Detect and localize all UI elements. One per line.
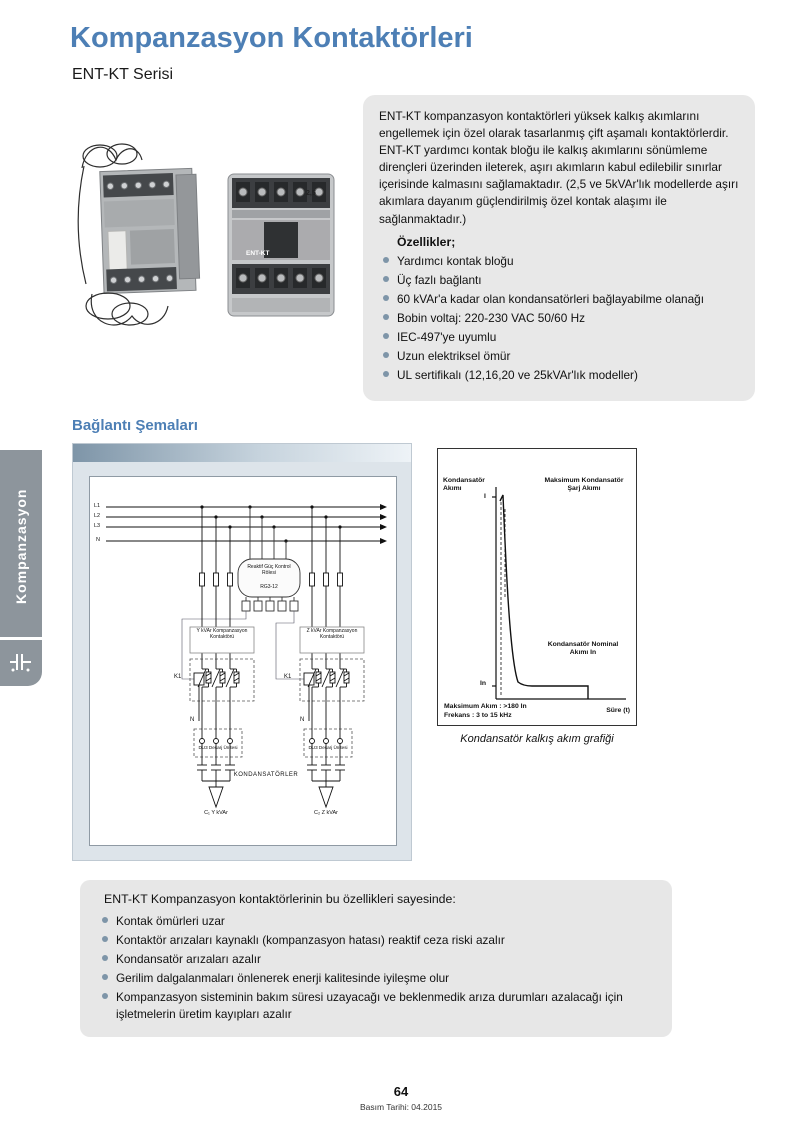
phase-buses xyxy=(106,507,380,541)
page-title: Kompanzasyon Kontaktörleri xyxy=(70,22,473,54)
bullet-icon xyxy=(102,974,108,980)
graph-nominal-label: Kondansatör Nominal Akımı In xyxy=(547,641,619,657)
bullet-icon xyxy=(383,352,389,358)
wiring-diagram-panel xyxy=(72,443,412,861)
section-title-wiring: Bağlantı Şemaları xyxy=(72,417,198,434)
bullet-icon xyxy=(383,276,389,282)
relay-name-label: Reaktif Güç Kontrol Rölesi xyxy=(247,564,291,576)
benefits-title: ENT-KT Kompanzasyon kontaktörlerinin bu özellikleri sayesinde: xyxy=(104,892,456,906)
benefit-item xyxy=(98,932,654,949)
features-title: Özellikler; xyxy=(397,234,456,249)
sidebar-tab-label: Kompanzasyon xyxy=(13,488,29,604)
benefit-item xyxy=(98,989,654,1022)
benefit-item xyxy=(98,970,654,987)
sidebar-tab-kompanzasyon xyxy=(0,450,42,686)
graph-i-tick: I xyxy=(484,493,486,500)
graph-in-tick: In xyxy=(480,680,487,687)
bullet-icon xyxy=(102,936,108,942)
feature-item xyxy=(379,310,739,327)
inrush-current-graph xyxy=(437,448,637,726)
sidebar-divider xyxy=(0,637,42,640)
series-subtitle: ENT-KT Serisi xyxy=(72,66,174,83)
intro-box xyxy=(363,95,755,401)
contactor-body xyxy=(100,168,200,293)
capacitor-feeders xyxy=(202,781,340,807)
du3-left-label: DU3 Deşarj Ünitesi xyxy=(198,745,238,750)
n-left-label: N xyxy=(190,717,195,723)
feature-item xyxy=(379,329,739,346)
feature-text: Üç fazlı bağlantı xyxy=(397,272,482,287)
benefits-box xyxy=(80,880,672,1037)
phase-label-l2: L2 xyxy=(94,513,101,519)
feature-text: 60 kVAr'a kadar olan kondansatörleri bağlayabilme olanağı xyxy=(397,291,704,306)
benefit-text: Gerilim dalgalanmaları önlenerek enerji kalitesinde iyileşme olur xyxy=(116,971,450,986)
benefit-item xyxy=(98,913,654,930)
product-photo-contactor-front xyxy=(226,172,338,322)
contactor-z-label: Z kVAr Kompanzasyon Kontaktörü xyxy=(306,628,358,640)
benefit-text: Kondansatör arızaları azalır xyxy=(116,952,261,967)
k1-right-label: K1 xyxy=(284,674,292,680)
du3-right-label: DU3 Deşarj Ünitesi xyxy=(308,745,348,750)
phase-label-l1: L1 xyxy=(94,503,101,509)
feature-text: UL sertifikalı (12,16,20 ve 25kVAr'lık modeller) xyxy=(397,367,638,382)
wiring-schematic-drawing xyxy=(90,477,396,845)
capacitor-icon xyxy=(9,649,33,675)
bullet-icon xyxy=(383,371,389,377)
graph-frequency-note: Frekans : 3 to 15 kHz xyxy=(444,712,512,719)
model-label: ENT-KT xyxy=(246,250,270,257)
benefit-text: Kontaktör arızaları kaynaklı (kompanzasyon hatası) reaktif ceza riski azalır xyxy=(116,933,505,948)
rating-label: 2,5 xyxy=(306,190,316,197)
n-right-label: N xyxy=(300,717,305,723)
feature-item xyxy=(379,253,739,270)
feature-text: IEC-497'ye uyumlu xyxy=(397,329,497,344)
wire-coils-bottom xyxy=(86,293,168,325)
feature-text: Bobin voltaj: 220-230 VAC 50/60 Hz xyxy=(397,310,585,325)
feature-text: Uzun elektriksel ömür xyxy=(397,348,511,363)
print-date: Basım Tarihi: 04.2015 xyxy=(359,1102,443,1112)
graph-caption: Kondansatör kalkış akım grafiği xyxy=(460,733,614,745)
intro-description: ENT-KT kompanzasyon kontaktörleri yüksek kalkış akımlarını engellemek için özel olarak tasarlanmış çift aşamalı kontaktörlerdir. ENT-KT yardımcı kontak bloğu ile kalkış akımlarını sönümleme dirençleri üzerinden ileterek, aşırı akımların kabul edilebilir sınırlar içerisinde kalmasını sağlamaktadır. (2,5 ve 5kVAr'lık modellerde aşırı akımlara dayanım güçlendirilmiş özel kontak alaşımı ile sağlanmaktadır.) xyxy=(379,109,739,226)
benefit-item xyxy=(98,951,654,968)
bullet-icon xyxy=(102,955,108,961)
benefit-text: Kompanzasyon sisteminin bakım süresi uzayacağı ve beklenmedik arıza durumları azalacağı için işletmelerin üretim kayıpları azalır xyxy=(116,990,623,1021)
graph-x-axis-label: Süre (t) xyxy=(606,707,630,714)
phase-label-l3: L3 xyxy=(94,523,101,529)
feature-text: Yardımcı kontak bloğu xyxy=(397,253,514,268)
panel-gradient-header xyxy=(73,444,411,462)
bullet-icon xyxy=(383,295,389,301)
contactor-y-label: Y kVAr Kompanzasyon Kontaktörü xyxy=(196,628,248,640)
graph-peak-label: Maksimum Kondansatör Şarj Akımı xyxy=(544,477,624,493)
feature-item xyxy=(379,291,739,308)
capacitors-label: KONDANSATÖRLER xyxy=(233,772,299,778)
power-factor-relay xyxy=(238,507,300,611)
benefits-list xyxy=(98,913,654,1022)
k1-left-label: K1 xyxy=(174,674,182,680)
bullet-icon xyxy=(102,917,108,923)
bullet-icon xyxy=(383,333,389,339)
product-photo-contactor-wired xyxy=(72,134,222,344)
c1-label: C₁ Y kVAr xyxy=(204,810,228,816)
benefit-text: Kontak ömürleri uzar xyxy=(116,914,225,928)
phase-label-n: N xyxy=(96,537,100,543)
c2-label: C₂ Z kVAr xyxy=(313,810,339,816)
feature-item xyxy=(379,367,739,384)
bullet-icon xyxy=(102,993,108,999)
feature-item xyxy=(379,348,739,365)
page-number: 64 xyxy=(393,1084,409,1099)
feature-item xyxy=(379,272,739,289)
relay-model-label: RG3-12 xyxy=(260,584,278,590)
product-photos xyxy=(70,122,365,352)
graph-max-current-note: Maksimum Akım : >180 In xyxy=(444,703,527,710)
bullet-icon xyxy=(383,314,389,320)
bullet-icon xyxy=(383,257,389,263)
graph-y-axis-label: Kondansatör Akımı xyxy=(443,477,485,493)
wiring-schematic xyxy=(89,476,397,846)
bus-arrowheads xyxy=(200,504,387,544)
features-list xyxy=(379,253,739,384)
